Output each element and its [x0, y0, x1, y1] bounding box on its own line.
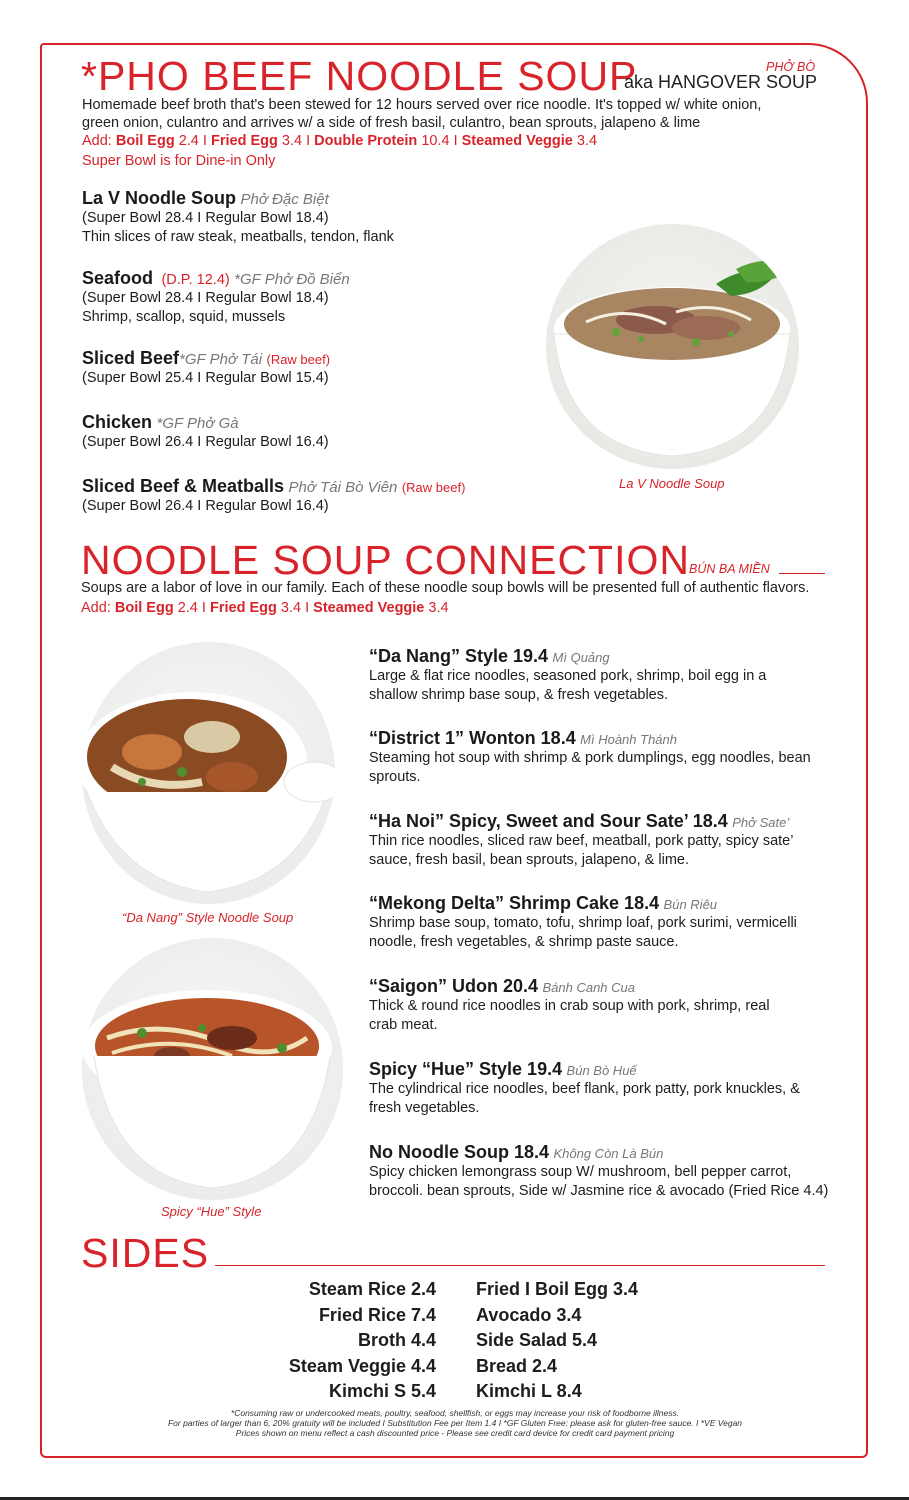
addon-price: 3.4 [576, 133, 598, 149]
item-viet-name: Mì Hoành Thánh [580, 732, 677, 747]
item-raw-note: (Raw beef) [266, 352, 331, 367]
sides-right-column [476, 1277, 638, 1405]
item-name: Sliced Beef & Meatballs [82, 476, 285, 496]
item-desc: crab meat. [369, 1017, 438, 1033]
item-viet-name: Không Còn Là Bún [553, 1146, 664, 1161]
sides-left-column [236, 1277, 436, 1405]
item-viet-name: Bún Bò Huế [566, 1063, 637, 1078]
footer-line: For parties of larger than 6, 20% gratuity will be included I Substitution Fee per Item 1.4 I *GF Gluten Free: please ask for gluten-free sauce. I *VE Vegan [167, 1418, 743, 1428]
side-item: Steam Veggie 4.4 [288, 1355, 436, 1376]
item-desc: broccoli. bean sprouts, Side w/ Jasmine rice & avocado (Fried Rice 4.4) [369, 1183, 829, 1199]
side-item: Fried I Boil Egg 3.4 [476, 1279, 639, 1299]
menu-item-spicy-hue [369, 1059, 800, 1118]
item-name: No Noodle Soup 18.4 [369, 1142, 550, 1162]
addon-price: 2.4 [178, 133, 199, 149]
pho-aka: aka HANGOVER SOUP [624, 72, 818, 92]
addon-price: 2.4 [177, 600, 198, 616]
addon-name: Fried Egg [209, 600, 277, 616]
item-desc: fresh vegetables. [369, 1100, 480, 1116]
addon-price: 3.4 [281, 133, 303, 149]
item-desc: The cylindrical rice noodles, beef flank, pork patty, pork knuckles, & [369, 1081, 800, 1097]
side-item: Side Salad 5.4 [476, 1330, 598, 1350]
menu-item-no-noodle [369, 1142, 828, 1201]
item-name: Chicken [82, 412, 153, 432]
pho-viet-title: PHỞ BÒ [766, 60, 816, 74]
connection-title-rule [779, 573, 825, 574]
menu-item-district-1 [369, 728, 811, 787]
menu-item-saigon-udon [369, 976, 770, 1035]
menu-item-mekong-delta [369, 893, 797, 952]
pho-title: *PHO BEEF NOODLE SOUP [81, 53, 638, 99]
item-desc: noodle, fresh vegetables, & shrimp paste sauce. [369, 934, 679, 950]
menu-item-da-nang [369, 646, 766, 705]
menu-item-ha-noi [369, 811, 793, 870]
side-item: Avocado 3.4 [476, 1304, 582, 1325]
addon-name: Boil Egg [115, 133, 175, 149]
footer-line: *Consuming raw or undercooked meats, poultry, seafood, shellfish, or eggs may increase your risk of foodborne illness. [230, 1408, 680, 1418]
footer-disclaimer [100, 1408, 810, 1438]
item-name: “Ha Noi” Spicy, Sweet and Sour Sate’ 18.4 [369, 811, 728, 831]
item-sizes: (Super Bowl 25.4 I Regular Bowl 15.4) [82, 370, 329, 386]
item-desc: Shrimp base soup, tomato, tofu, shrimp loaf, pork surimi, vermicelli [369, 915, 797, 931]
connection-addons: Add: Boil Egg 2.4 I Fried Egg 3.4 I Steamed Veggie 3.4 [81, 600, 449, 616]
pho-dine-in-note: Super Bowl is for Dine-in Only [82, 153, 276, 169]
item-viet-name: *GF Phở Đồ Biển [234, 271, 350, 288]
item-viet-name: Mì Quảng [552, 650, 610, 665]
pho-desc-1: Homemade beef broth that's been stewed for 12 hours served over rice noodle. It's topped w/ white onion, [82, 97, 762, 113]
da-nang-noodle-soup-photo [82, 642, 335, 904]
item-viet-name: *GF Phở Gà [156, 415, 239, 432]
item-name: “District 1” Wonton 18.4 [369, 728, 576, 748]
item-sizes: (Super Bowl 26.4 I Regular Bowl 16.4) [82, 434, 329, 450]
menu-item-sliced-beef [82, 348, 330, 388]
item-name: “Mekong Delta” Shrimp Cake 18.4 [369, 893, 660, 913]
side-item: Kimchi L 8.4 [476, 1381, 582, 1401]
item-name: La V Noodle Soup [82, 188, 237, 208]
item-viet-name: Phở Sate’ [732, 815, 790, 830]
la-v-noodle-soup-photo [546, 224, 799, 469]
pho-desc-2: green onion, culantro and arrives w/ a side of fresh basil, culantro, bean sprouts, jalapeno & lime [82, 115, 701, 131]
item-viet-name: Phở Tái Bò Viên [288, 479, 398, 496]
connection-desc: Soups are a labor of love in our family. Each of these noodle soup bowls will be presented full of authentic flavors. [81, 580, 810, 596]
item-desc: sprouts. [369, 769, 421, 785]
addon-name: Boil Egg [114, 600, 174, 616]
item-viet-name: Bún Riêu [663, 897, 718, 912]
side-item: Fried Rice 7.4 [318, 1304, 436, 1325]
side-item: Kimchi S 5.4 [328, 1381, 436, 1401]
item-name: “Da Nang” Style 19.4 [369, 646, 549, 666]
item-desc: Steaming hot soup with shrimp & pork dumplings, egg noodles, bean [369, 750, 811, 766]
da-nang-photo-caption: “Da Nang” Style Noodle Soup [122, 910, 294, 925]
item-desc: sauce, fresh basil, bean sprouts, jalapeno, & lime. [369, 852, 689, 868]
item-viet-name: Bánh Canh Cua [542, 980, 635, 995]
menu-item-seafood [82, 268, 350, 327]
addon-label: Add: [81, 600, 111, 616]
addon-name: Fried Egg [210, 133, 278, 149]
addon-label: Add: [82, 133, 112, 149]
item-viet-name: *GF Phở Tái [179, 351, 263, 368]
item-name: Spicy “Hue” Style 19.4 [369, 1059, 563, 1079]
spicy-hue-soup-photo [82, 938, 343, 1200]
item-desc: Thick & round rice noodles in crab soup with pork, shrimp, real [369, 998, 770, 1014]
item-desc: Thin rice noodles, sliced raw beef, meatball, pork patty, spicy sate’ [369, 833, 794, 849]
item-desc: Shrimp, scallop, squid, mussels [82, 309, 286, 325]
item-name: Seafood [82, 268, 154, 288]
item-raw-note: (Raw beef) [401, 480, 466, 495]
addon-price: 10.4 [421, 133, 450, 149]
connection-title: NOODLE SOUP CONNECTION [81, 537, 690, 583]
side-item: Broth 4.4 [357, 1330, 436, 1350]
la-v-photo-caption: La V Noodle Soup [619, 476, 725, 491]
connection-viet-title: BÚN BA MIỀN [689, 562, 770, 576]
addon-price: 3.4 [428, 600, 449, 616]
menu-item-chicken [82, 412, 329, 452]
item-desc: Spicy chicken lemongrass soup W/ mushroom, bell pepper carrot, [369, 1164, 792, 1180]
item-sizes: (Super Bowl 28.4 I Regular Bowl 18.4) [82, 290, 329, 306]
item-desc: shallow shrimp base soup, & fresh vegetables. [369, 687, 669, 703]
item-sizes: (Super Bowl 28.4 I Regular Bowl 18.4) [82, 210, 329, 226]
addon-name: Steamed Veggie [313, 600, 425, 616]
sides-title-rule [215, 1265, 825, 1266]
item-sizes: (Super Bowl 26.4 I Regular Bowl 16.4) [82, 498, 329, 514]
item-name: “Saigon” Udon 20.4 [369, 976, 539, 996]
footer-line: Prices shown on menu reflect a cash discounted price - Please see credit card device for credit card payment pricing [235, 1428, 675, 1438]
addon-name: Steamed Veggie [461, 133, 573, 149]
side-item: Bread 2.4 [476, 1355, 558, 1376]
pho-addons: Add: Boil Egg 2.4 I Fried Egg 3.4 I Double Protein 10.4 I Steamed Veggie 3.4 [82, 133, 598, 149]
menu-item-la-v [82, 188, 394, 247]
menu-item-beef-meatballs [82, 476, 465, 516]
item-extra-price: (D.P. 12.4) [161, 272, 230, 288]
item-desc: Thin slices of raw steak, meatballs, tendon, flank [82, 229, 394, 245]
addon-name: Double Protein [314, 133, 418, 149]
spicy-hue-photo-caption: Spicy “Hue” Style [161, 1204, 262, 1219]
side-item: Steam Rice 2.4 [308, 1279, 436, 1299]
item-name: Sliced Beef [82, 348, 180, 368]
item-desc: Large & flat rice noodles, seasoned pork, shrimp, boil egg in a [369, 668, 767, 684]
addon-price: 3.4 [280, 600, 302, 616]
sides-title: SIDES [81, 1230, 210, 1276]
item-viet-name: Phở Đặc Biệt [240, 191, 329, 208]
